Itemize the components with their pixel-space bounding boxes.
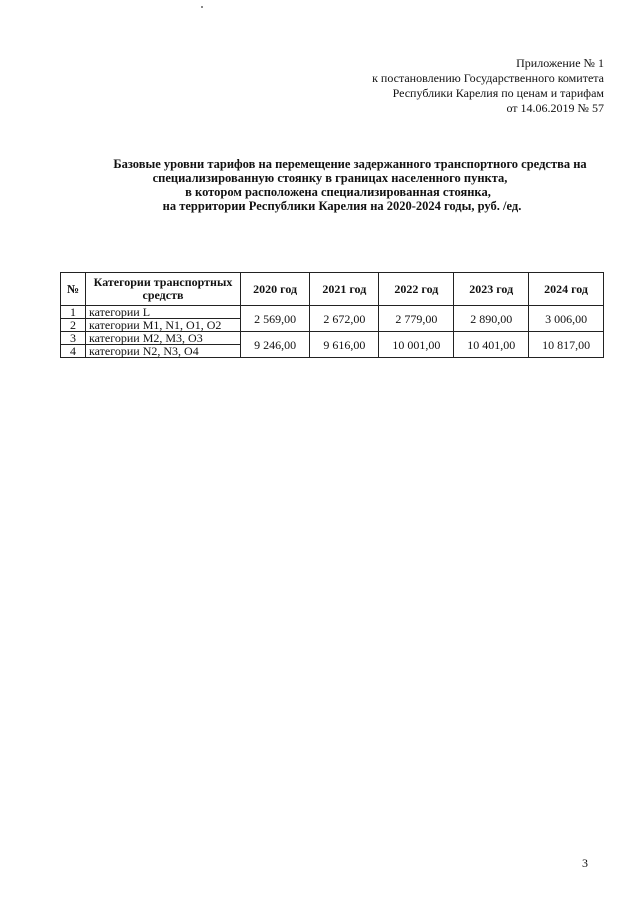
title-line: в котором расположена специализированная стоянка, <box>185 185 491 199</box>
value-2021: 9 616,00 <box>310 332 379 358</box>
value-2020: 9 246,00 <box>241 332 310 358</box>
value-2023: 2 890,00 <box>454 306 529 332</box>
title-line: на территории Республики Карелия на 2020-2024 годы, руб. /ед. <box>162 199 522 213</box>
row-number: 1 <box>61 306 86 319</box>
title-line: специализированную стоянку в границах населенного пункта, <box>152 171 508 185</box>
appendix-line: Приложение № 1 <box>516 56 604 70</box>
header-num: № <box>61 273 86 306</box>
row-number: 2 <box>61 319 86 332</box>
value-2020: 2 569,00 <box>241 306 310 332</box>
value-2024: 3 006,00 <box>529 306 604 332</box>
value-2021: 2 672,00 <box>310 306 379 332</box>
row-category: категории M2, M3, O3 <box>86 332 241 345</box>
row-number: 4 <box>61 345 86 358</box>
document-title <box>60 157 620 213</box>
appendix-line: к постановлению Государственного комитета <box>372 71 604 85</box>
row-category: категории L <box>86 306 241 319</box>
header-category: Категории транспортных средств <box>86 273 241 306</box>
tariff-table <box>60 272 604 358</box>
header-2023: 2023 год <box>454 273 529 306</box>
header-2024: 2024 год <box>529 273 604 306</box>
title-line: Базовые уровни тарифов на перемещение задержанного транспортного средства на <box>113 157 587 171</box>
value-2023: 10 401,00 <box>454 332 529 358</box>
value-2022: 10 001,00 <box>379 332 454 358</box>
appendix-line: Республики Карелия по ценам и тарифам <box>392 86 604 100</box>
value-2022: 2 779,00 <box>379 306 454 332</box>
row-category: категории N2, N3, O4 <box>86 345 241 358</box>
page-number: 3 <box>582 856 588 870</box>
row-number: 3 <box>61 332 86 345</box>
table-row <box>61 306 604 319</box>
appendix-header <box>372 56 604 116</box>
header-2020: 2020 год <box>241 273 310 306</box>
appendix-line: от 14.06.2019 № 57 <box>506 101 604 115</box>
header-2022: 2022 год <box>379 273 454 306</box>
row-category: категории M1, N1, O1, O2 <box>86 319 241 332</box>
value-2024: 10 817,00 <box>529 332 604 358</box>
scan-artifact <box>201 6 203 8</box>
table-row <box>61 332 604 345</box>
header-2021: 2021 год <box>310 273 379 306</box>
table-header-row <box>61 273 604 306</box>
